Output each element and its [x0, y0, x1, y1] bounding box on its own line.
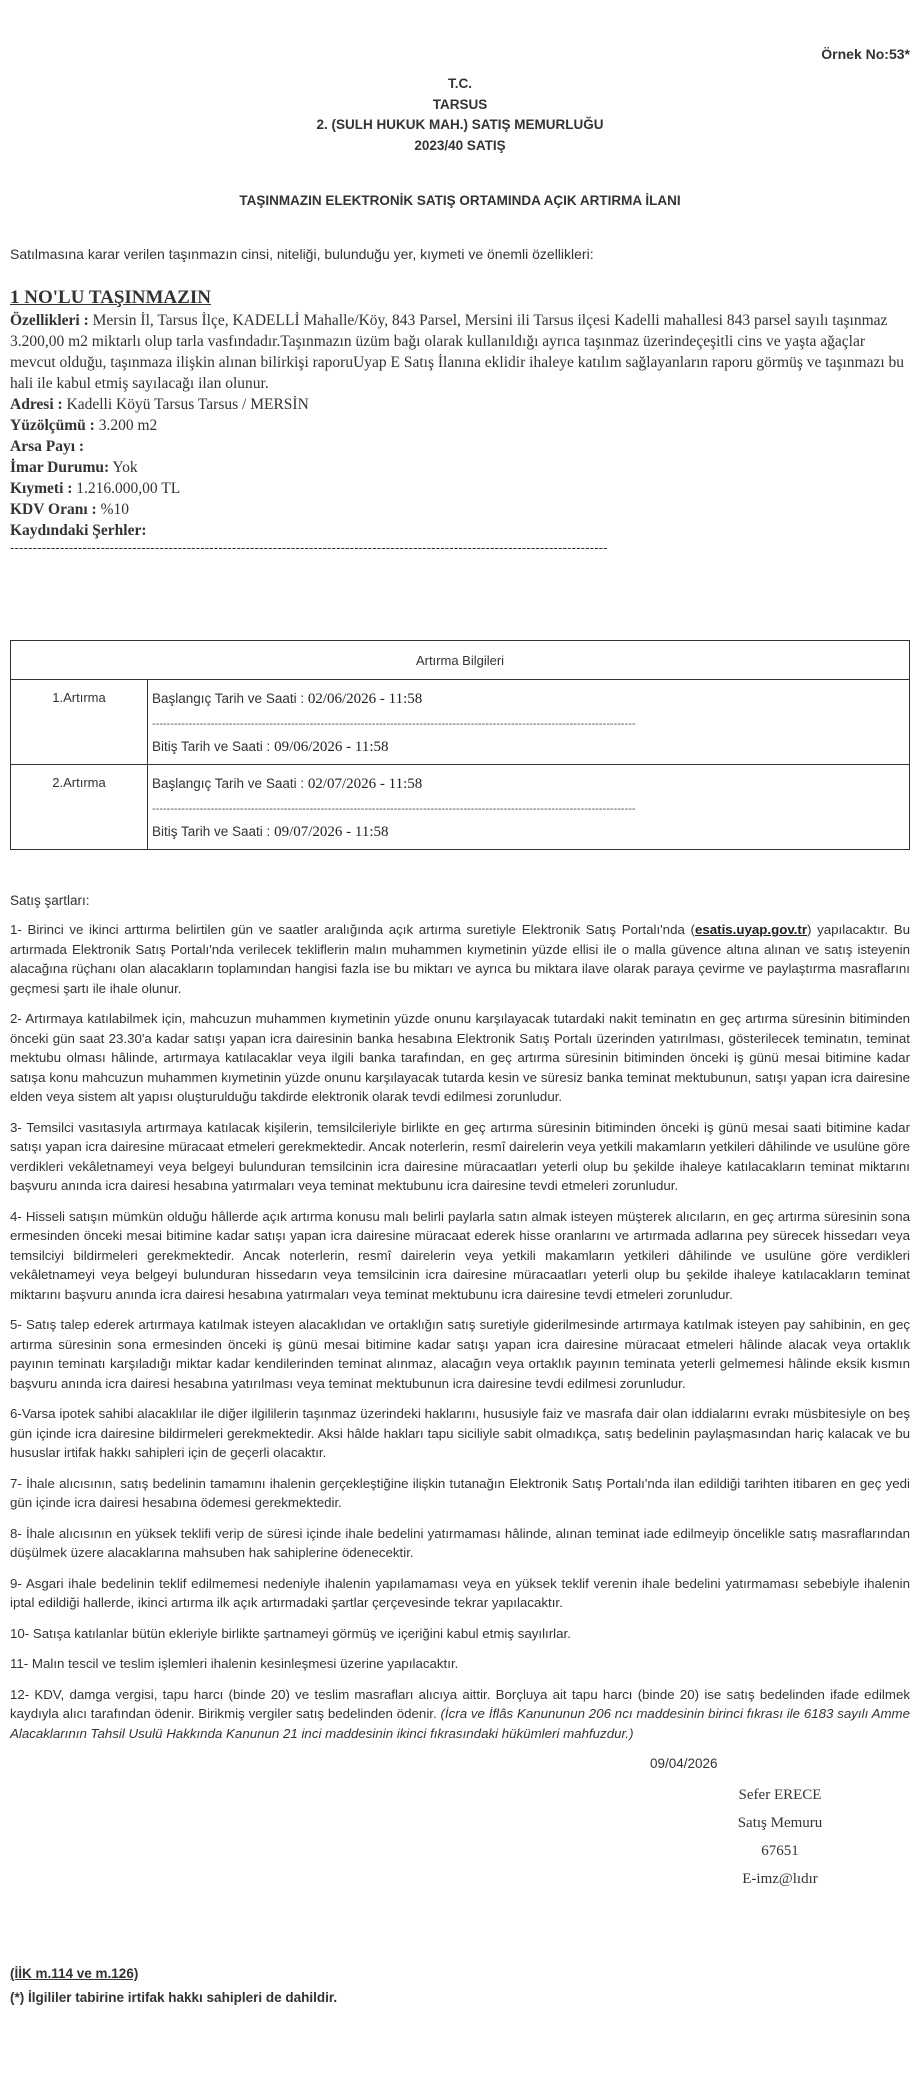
signature-block — [650, 1756, 910, 1893]
area-label: Yüzölçümü : — [10, 417, 95, 434]
property-value — [10, 478, 910, 499]
property-heading: 1 NO'LU TAŞINMAZIN — [10, 287, 211, 308]
term-8: 8- İhale alıcısının en yüksek teklifi verip de süresi içinde ihale bedelini yatırmaması hâlinde, alınan teminat iade edilmeyip öncelikle satış masraflarından düşülmek üzere alacaklarına mahsuben hak sahiplerine ödenecektir. — [10, 1525, 910, 1560]
intro-text: Satılmasına karar verilen taşınmazın cinsi, niteliği, bulunduğu yer, kıymeti ve önemli özellikleri: — [10, 246, 594, 262]
header-line-city: TARSUS — [432, 96, 488, 112]
header-line-case-no: 2023/40 SATIŞ — [414, 137, 506, 153]
signature-date: 09/04/2026 — [650, 1756, 718, 1771]
term-4: 4- Hisseli satışın mümkün olduğu hâllerde açık artırma konusu malı belirli paylarla satın almak isteyen müşterek alıcıların, en geç artırma süresinin sona ermesinden önceki mesai bitimine kadar satışı yapan icra dairesine müracaat ederek hisse oranlarını ve artırmada adlarına pey sürecek hissedarı veya temsilciyi bildirmeleri gerekmektedir. Ancak noterlerin, resmî dairelerin veya yetkili makamların yetkileri dâhilinde ve usulüne göre verdikleri vekâletnameyi veya belgeyi bulunduran hissedarın veya temsilcinin icra dairesine müracaatları yeterli olup bu şekilde ihaleye katılacakların teminat miktarını başvuru anında icra dairesi hesabına yatırmaları veya teminat mektubunu icra dairesine tevdi etmeleri zorunludur. — [10, 1208, 910, 1302]
header-line-office: 2. (SULH HUKUK MAH.) SATIŞ MEMURLUĞU — [316, 117, 604, 132]
auction-row-2 — [11, 765, 910, 850]
office-header — [10, 74, 910, 156]
auction-table-header: Artırma Bilgileri — [11, 641, 910, 680]
officer-number: 67651 — [761, 1843, 799, 1859]
value-label: Kıymeti : — [10, 480, 73, 497]
term-9: 9- Asgari ihale bedelinin teklif edilmemesi nedeniyle ihalenin yapılamaması veya en yüksek teklif verenin ihale bedelini yatırmaması sebebiyle ihalenin iptal edildiği hallerde, ikinci artırma ilk açık artırmadaki şartlar çerçevesinde tekrar yapılacaktır. — [10, 1575, 910, 1610]
property-features — [10, 310, 910, 394]
notice-title: TAŞINMAZIN ELEKTRONİK SATIŞ ORTAMINDA AÇIK ARTIRMA İLANI — [239, 193, 681, 208]
footnote: (*) İlgililer tabirine irtifak hakkı sahipleri de dahildir. — [10, 1990, 338, 2005]
terms-label: Satış şartları: — [10, 893, 90, 908]
auction-end — [152, 823, 903, 841]
end-datetime: 09/06/2026 - 11:58 — [274, 739, 389, 755]
section-separator: ------------------------------------------------------------------------------------------------------------------------------------ — [10, 540, 608, 555]
auction-info-separator: ------------------------------------------------------------------------------------------------------------------------------------ — [152, 718, 636, 730]
end-label: Bitiş Tarih ve Saati : — [152, 739, 275, 754]
start-datetime: 02/07/2026 - 11:58 — [307, 776, 423, 792]
e-signature-note: E-imz@lıdır — [742, 1871, 818, 1887]
term-1 — [10, 920, 910, 998]
property-vat — [10, 499, 910, 520]
area-value: 3.200 m2 — [94, 417, 158, 434]
auction-end — [152, 738, 903, 756]
officer-title: Satış Memuru — [737, 1815, 823, 1831]
features-value: Mersin İl, Tarsus İlçe, KADELLİ Mahalle/Köy, 843 Parsel, Mersini ili Tarsus ilçesi Kadelli mahallesi 843 parsel sayılı taşınmaz 3.200,00 m2 miktarlı olup tarla vasfındadır.Taşınmazın üzüm bağı olarak kullanıldığı ayrıca taşınmaz üzerindeçeşitli cins ve yaşta ağaçlar mevcut olduğu, taşınmaza ilişkin alınan bilirkişi raporuUyap E Satış İlanına eklidir ihaleye katılım sağlayanların raporu görmüş ve taşınmazı bu hali ile kabul etmiş sayılacağı ilan olunur. — [10, 312, 905, 392]
address-value: Kadelli Köyü Tarsus Tarsus / MERSİN — [62, 396, 309, 413]
esatis-portal-link[interactable]: esatis.uyap.gov.tr — [694, 922, 808, 937]
end-label: Bitiş Tarih ve Saati : — [152, 824, 275, 839]
end-datetime: 09/07/2026 - 11:58 — [274, 824, 389, 840]
auction-row-label: 2.Artırma — [11, 765, 148, 850]
auction-info-table — [10, 640, 910, 850]
zoning-value: Yok — [109, 459, 138, 476]
property-area — [10, 415, 910, 436]
value-value: 1.216.000,00 TL — [72, 480, 181, 497]
term-5: 5- Satış talep ederek artırmaya katılmak isteyen alacaklıdan ve ortaklığın satış suretiyle giderilmesinde artırmaya katılmak isteyen pay sahibinin, en geç artırma süresinin sona ermesinden önceki iş günü mesai bitimine kadar satışı yapan icra dairesine müracaat etmeleri hâlinde alacak veya ortaklık payının teminatı karşıladığı miktar kadar kendilerinden teminat alınmaz, alacağın veya ortaklık payının teminata yeterli gelmemesi hâlinde eksik kısmın başvuru anında icra dairesi hesabına yatırılması veya teminat mektubunun icra dairesine tevdi edilmesi zorunludur. — [10, 1317, 910, 1391]
law-reference: (İİK m.114 ve m.126) — [10, 1966, 139, 1981]
term-1-text-after: ) yapılacaktır. Bu artırmada Elektronik Satış Portalı'nda verilecek tekliflerin malın muhammen kıymetinin yüzde ellisi ile o malla güvence altına alınan ve satış isteyenin alacağına rüçhanı olan alacakların toplamından hangisi fazla ise bu miktarı ve ayrıca bu miktara ilave olarak paraya çevirme ve paylaştırma masraflarını geçmesi şartı ile ihale olunur. — [10, 922, 910, 996]
sample-number: Örnek No:53* — [821, 46, 910, 62]
property-land-share — [10, 436, 910, 457]
officer-name: Sefer ERECE — [738, 1787, 822, 1803]
auction-info-separator: ------------------------------------------------------------------------------------------------------------------------------------ — [152, 803, 636, 815]
property-details — [10, 286, 910, 541]
term-11: 11- Malın tescil ve teslim işlemleri ihalenin kesinleşmesi üzerine yapılacaktır. — [10, 1656, 459, 1671]
term-12-legal-note: (İcra ve İflâs Kanununun 206 ncı maddesinin birinci fıkrası ile 6183 sayılı Amme Alacaklarının Tahsil Usulü Hakkında Kanunun 21 inci maddesinin ikinci fıkrasındaki hükümleri mahfuzdur.) — [10, 1706, 911, 1741]
features-label: Özellikleri : — [10, 312, 89, 329]
zoning-label: İmar Durumu: — [10, 459, 110, 476]
share-label: Arsa Payı : — [10, 438, 85, 455]
start-datetime: 02/06/2026 - 11:58 — [307, 691, 423, 707]
header-line-tc: T.C. — [447, 76, 472, 91]
start-label: Başlangıç Tarih ve Saati : — [152, 776, 308, 791]
start-label: Başlangıç Tarih ve Saati : — [152, 691, 308, 706]
auction-row-info — [148, 765, 910, 850]
term-12-text: 12- KDV, damga vergisi, tapu harcı (binde 20) ve teslim masrafları alıcıya aittir. Borçluya ait tapu harcı (binde 20) ise satış bedelinden ifade edilmek kaydıyla alıcı tarafından ödenir. Birikmiş vergiler satış bedelinden ödenir. — [10, 1686, 910, 1721]
annotations-label: Kaydındaki Şerhler: — [10, 522, 147, 539]
auction-row-info — [148, 680, 910, 765]
property-annotations — [10, 520, 910, 541]
term-1-text-before: 1- Birinci ve ikinci arttırma belirtilen gün ve saatler aralığında açık artırma suretiyle Elektronik Satış Portalı'nda ( — [10, 922, 695, 937]
term-7: 7- İhale alıcısının, satış bedelinin tamamını ihalenin gerçekleştiğine ilişkin tutanağın Elektronik Satış Portalı'nda ilan edildiği tarihten itibaren en geç yedi gün içinde icra dairesi hesabına ödemesi gerekmektedir. — [10, 1475, 910, 1510]
auction-row-label: 1.Artırma — [11, 680, 148, 765]
term-3: 3- Temsilci vasıtasıyla artırmaya katılacak kişilerin, temsilcileriyle birlikte en geç artırma süresinin bitiminden önceki iş günü mesai saati bitimine kadar satışı yapan icra dairesine müracaat etmeleri gerekmektedir. Ancak noterlerin, resmî dairelerin veya yetkili makamların yetkileri dâhilinde ve usulüne göre verdikleri vekâletnameyi veya belgeyi bulunduran temsilcinin icra dairesine müracaatları yeterli olup bu şekilde ihaleye katılacakların teminat miktarını başvuru anında icra dairesi hesabına yatırmaları veya teminat mektubunu icra dairesine tevdi etmeleri zorunludur. — [10, 1119, 910, 1193]
term-12 — [10, 1685, 910, 1744]
auction-table-header-row — [11, 641, 910, 680]
term-2: 2- Artırmaya katılabilmek için, mahcuzun muhammen kıymetinin yüzde onunu karşılayacak tutardaki nakit teminatın en geç artırma süresinin bitiminden önceki gün saat 23.30'a kadar satışı yapan icra dairesinin banka hesabına Elektronik Satış Portalı üzerinden yatırılması, gösterilecek teminatın, teminat mektubu olması hâlinde, artırmaya katılacaklar veya ilgili banka tarafından, en geç artırma süresinin bitiminden önceki iş günü mesai bitimine kadar satışa konu mahcuzun muhammen kıymetinin yüzde onunu karşılayacak tutarda kesin ve süresiz banka teminat mektubunun, satışı yapan icra dairesine elden veya sistem alt yapısı oluşturulduğu takdirde elektronik olarak tevdi edilmesi zorunludur. — [10, 1011, 910, 1104]
auction-row-1 — [11, 680, 910, 765]
address-label: Adresi : — [10, 396, 63, 413]
auction-start — [152, 690, 903, 708]
property-zoning — [10, 457, 910, 478]
vat-label: KDV Oranı : — [10, 501, 97, 518]
vat-value: %10 — [96, 501, 129, 518]
sale-terms — [10, 920, 910, 1754]
term-6: 6-Varsa ipotek sahibi alacaklılar ile diğer ilgililerin taşınmaz üzerindeki haklarını, hususiyle faiz ve masrafa dair olan iddialarını evrakı müsbitesiyle on beş gün içinde icra dairesine bildirmeleri gerekmektedir. Aksi hâlde hakları tapu siciliyle sabit olmadıkça, satış bedelinin paylaşmasından hariç kalacak ve bu hususlar irtifak hakkı sahipleri için de geçerli olacaktır. — [10, 1406, 910, 1460]
property-address — [10, 394, 910, 415]
term-10: 10- Satışa katılanlar bütün ekleriyle birlikte şartnameyi görmüş ve içeriğini kabul etmiş sayılırlar. — [10, 1625, 571, 1641]
auction-start — [152, 775, 903, 793]
